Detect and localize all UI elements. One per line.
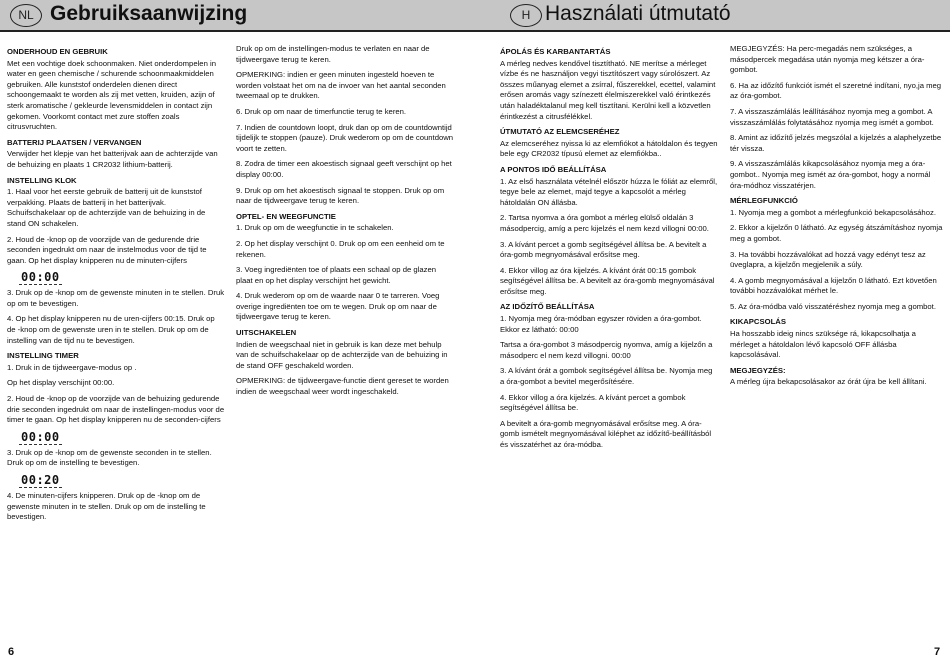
language-badge-h: H xyxy=(510,4,542,27)
paragraph: 3. A kívánt órát a gombok segítségével állítsa be. Nyomja meg a óra-gombot a bevitel megerősítésére. xyxy=(500,366,713,387)
page-number-right: 7 xyxy=(934,646,941,658)
section-heading: UITSCHAKELEN xyxy=(236,328,297,338)
paragraph: 4. Druk wederom op om de waarde naar 0 te tarreren. Voeg overige ingrediënten toe om te wegen. Druk op om naar de tijdweergave terug te keren. xyxy=(236,291,440,322)
paragraph: 1. Az első használata vételnél először húzza le fóliát az elemről, tegye bele az elemet, majd tegye a kapcsolót a mérleg hátoldalán ON állásba. xyxy=(500,176,718,207)
lcd-display: 00:00 xyxy=(21,270,60,285)
paragraph: A mérleg nedves kendővel tisztítható. NE merítse a mérleget vízbe és ne használjon vegyi tisztítószert vagy súrolószert. Az összes műanyag elemet a zsírral, fűszerekkel, ecettel, valamint erősen aromás vagy színezett élelmiszerekkel való érintkezés után haladéktalanul meg kell tisztítani. Kerülni kell a közvetlen érintkezést a citrusfélékkel. xyxy=(500,58,716,121)
paragraph: Druk op om de instellingen-modus te verlaten en naar de tijdweergave terug te keren. xyxy=(236,44,430,64)
page-title-left: Gebruiksaanwijzing xyxy=(50,2,248,25)
paragraph: 6. Ha az időzítő funkciót ismét el szeretné indítani, nyo,ja meg az óra-gombot. xyxy=(730,80,942,101)
paragraph: 8. Amint az időzítő jelzés megszólal a kijelzés a alaphelyzetbe tér vissza. xyxy=(730,133,942,153)
paragraph: 2. Tartsa nyomva a óra gombot a mérleg elülső oldalán 3 másodpercig, amíg a perc kijelzés el nem kezd villogni 00:00. xyxy=(500,213,709,233)
paragraph: 7. A visszaszámlálás leállításához nyomja meg a gombot. A visszaszámlálás folytatásához nyomja meg ismét a gombot. xyxy=(730,106,934,127)
paragraph: 3. Druk op de -knop om de gewenste seconden in te stellen. Druk op om de instelling te bevestigen. xyxy=(7,447,212,468)
paragraph: Indien de weegschaal niet in gebruik is kan deze met behulp van de schuifschakelaar op de achterzijde van de behuizing in de stand OFF geschakeld worden. xyxy=(236,339,448,370)
paragraph: A bevitelt a óra-gomb megnyomásával erősítse meg. A óra-gomb ismételt megnyomásával kiléphet az időzítő-beállításból és visszatérhet az óra-módba. xyxy=(500,418,712,449)
paragraph: 9. Druk op om het akoestisch signaal te stoppen. Druk op om naar de tijdweergave terug te keren. xyxy=(236,185,445,206)
lcd-display-row xyxy=(19,474,225,488)
paragraph: 9. A visszaszámlálás kikapcsolásához nyomja meg a óra-gombot.. Nyomja meg ismét az óra-gombot, hogy a normál óra-módhoz visszatérjen. xyxy=(730,159,931,190)
section-heading: BATTERIJ PLAATSEN / VERVANGEN xyxy=(7,137,142,147)
column-nl-1 xyxy=(7,44,225,528)
language-badge-nl: NL xyxy=(10,4,42,27)
lcd-display-row xyxy=(19,271,225,285)
section-heading: ÚTMUTATÓ AZ ELEMCSERÉHEZ xyxy=(500,127,620,137)
section-heading: ÁPOLÁS ÉS KARBANTARTÁS xyxy=(500,47,611,56)
header-left xyxy=(0,0,475,32)
section-heading: ONDERHOUD EN GEBRUIK xyxy=(7,47,108,56)
paragraph: 3. A kívánt percet a gomb segítségével állítsa be. A bevitelt a óra-gomb megnyomásával erősítse meg. xyxy=(500,239,707,260)
paragraph: 3. Druk op de -knop om de gewenste minuten in te stellen. Druk op om te bevestigen. xyxy=(7,288,225,308)
paragraph: 4. Op het display knipperen nu de uren-cijfers 00:15. Druk op de -knop om de gewenste uren in te stellen. Druk op om de instelling van de tijd nu te bevestigen. xyxy=(7,314,215,345)
page-number-left: 6 xyxy=(8,646,15,658)
paragraph: 2. Houd de -knop op de voorzijde van de behuizing gedurende drie seconden ingedrukt om naar de instellingen-modus voor de timer te gaan. Op het display knipperen nu de seconden-cijfers xyxy=(7,394,225,425)
paragraph: Ha hosszabb ideig nincs szüksége rá, kikapcsolhatja a mérleget a hátoldalon lévő kapcsoló OFF állásba kapcsolásával. xyxy=(730,329,916,360)
paragraph: 1. Druk in de tijdweergave-modus op . xyxy=(7,362,137,372)
paragraph: 4. De minuten-cijfers knipperen. Druk op de -knop om de gewenste minuten in te stellen. Druk op om de instelling te bevestigen. xyxy=(7,491,206,522)
paragraph: 1. Druk op om de weegfunctie in te schakelen. xyxy=(236,223,394,233)
paragraph: 4. Ekkor villog a óra kijelzés. A kívánt percet a gombok segítségével állítsa be. xyxy=(500,392,686,413)
paragraph: Met een vochtige doek schoonmaken. Niet onderdompelen in water en geen chemische / schurende schoonmaakmiddelen gebruiken. Alle kunststof onderdelen dienen direct schoongemaakt te worden als zij met vetten, kruiden, azijn of sterk aromatische / gekleurde levensmiddelen in contact zijn gekomen. Voorkomt contact met zure stoffen zoals citrusvruchten. xyxy=(7,58,216,132)
paragraph: Az elemcseréhez nyissa ki az elemfiókot a hátoldalon és tegyen bele egy CR2032 típusú elemet az elemfiókba.. xyxy=(500,138,718,159)
paragraph: 4. A gomb megnyomásával a kijelzőn 0 látható. Ezt követően további hozzávalókat mérhet le. xyxy=(730,275,937,296)
paragraph: 2. Houd de -knop op de voorzijde van de gedurende drie seconden ingedrukt om naar de instelmodus voor de tijd te gaan. Op het display knipperen nu de minuten-cijfers xyxy=(7,234,207,265)
paragraph: Tartsa a óra-gombot 3 másodpercig nyomva, amíg a kijelzőn a másodperc el nem kezd villogni. 00:00 xyxy=(500,340,713,360)
paragraph: 7. Indien de countdown loopt, druk dan op om de countdowntijd tijdelijk te stoppen (pauze). Druk wederom op om de countdown voort te zetten. xyxy=(236,122,454,153)
section-heading: INSTELLING KLOK xyxy=(7,175,77,185)
paragraph: 1. Haal voor het eerste gebruik de batterij uit de kunststof verpakking. Plaats de batterij in het batterijvak. Schuifschakelaar op de achterzijde van de behuizing in de stand ON schakelen. xyxy=(7,187,206,228)
column-hu-2 xyxy=(730,44,945,393)
lcd-display: 00:00 xyxy=(21,429,60,444)
paragraph: A mérleg újra bekapcsolásakor az órát újra be kell állítani. xyxy=(730,377,927,387)
section-heading: MEGJEGYZÉS: xyxy=(730,365,786,375)
section-heading: OPTEL- EN WEEGFUNCTIE xyxy=(236,211,336,221)
section-heading: INSTELLING TIMER xyxy=(7,351,79,361)
paragraph: 1. Nyomja meg a gombot a mérlegfunkció bekapcsolásához. xyxy=(730,207,936,217)
paragraph: 3. Voeg ingrediënten toe of plaats een schaal op de glazen plaat en op het display verschijnt het gewicht. xyxy=(236,265,437,285)
paragraph: Op het display verschijnt 00:00. xyxy=(7,378,115,388)
section-heading: KIKAPCSOLÁS xyxy=(730,317,786,327)
paragraph: 6. Druk op om naar de timerfunctie terug te keren. xyxy=(236,106,407,116)
paragraph: MEGJEGYZÉS: Ha perc-megadás nem szükséges, a másodpercek megadása után nyomja meg kétszer a óra-gombot. xyxy=(730,44,925,75)
paragraph: Verwijder het klepje van het batterijvak aan de achterzijde van de behuizing en plaats 1 CR2032 lithium-batterij. xyxy=(7,149,218,169)
column-nl-2 xyxy=(236,44,454,403)
paragraph: 5. Az óra-módba való visszatéréshez nyomja meg a gombot. xyxy=(730,301,936,311)
header-right xyxy=(475,0,950,32)
section-heading: A PONTOS IDŐ BEÁLLÍTÁSA xyxy=(500,164,607,174)
paragraph: 1. Nyomja meg óra-módban egyszer röviden a óra-gombot. Ekkor ez látható: 00:00 xyxy=(500,314,702,334)
section-heading: AZ IDŐZÍTŐ BEÁLLÍTÁSA xyxy=(500,302,595,312)
paragraph: OPMERKING: de tijdweergave-functie dient gereset te worden indien de weegschaal weer wordt ingeschakeld. xyxy=(236,376,449,397)
paragraph: 8. Zodra de timer een akoestisch signaal geeft verschijnt op het display 00:00. xyxy=(236,159,452,179)
paragraph: 4. Ekkor villog az óra kijelzés. A kívánt órát 00:15 gombok segítségével állítsa be. A bevitelt az óra-gomb megnyomásával erősítse meg. xyxy=(500,265,715,296)
lcd-display: 00:20 xyxy=(21,473,60,487)
section-heading: MÉRLEGFUNKCIÓ xyxy=(730,196,798,206)
paragraph: 2. Op het display verschijnt 0. Druk op om een eenheid om te rekenen. xyxy=(236,238,445,259)
paragraph: 2. Ekkor a kijelzőn 0 látható. Az egység átszámításhoz nyomja meg a gombot. xyxy=(730,223,943,243)
paragraph: 3. Ha további hozzávalókat ad hozzá vagy edényt tesz az üveglapra, a kijelzőn megjelenik a súly. xyxy=(730,249,926,270)
paragraph: OPMERKING: indien er geen minuten ingesteld hoeven te worden volstaat het om na de invoer van het aantal seconden tweemaal op te drukken. xyxy=(236,70,446,101)
page-title-right: Használati útmutató xyxy=(545,2,731,25)
column-hu-1 xyxy=(500,44,718,456)
lcd-display-row xyxy=(19,431,225,445)
